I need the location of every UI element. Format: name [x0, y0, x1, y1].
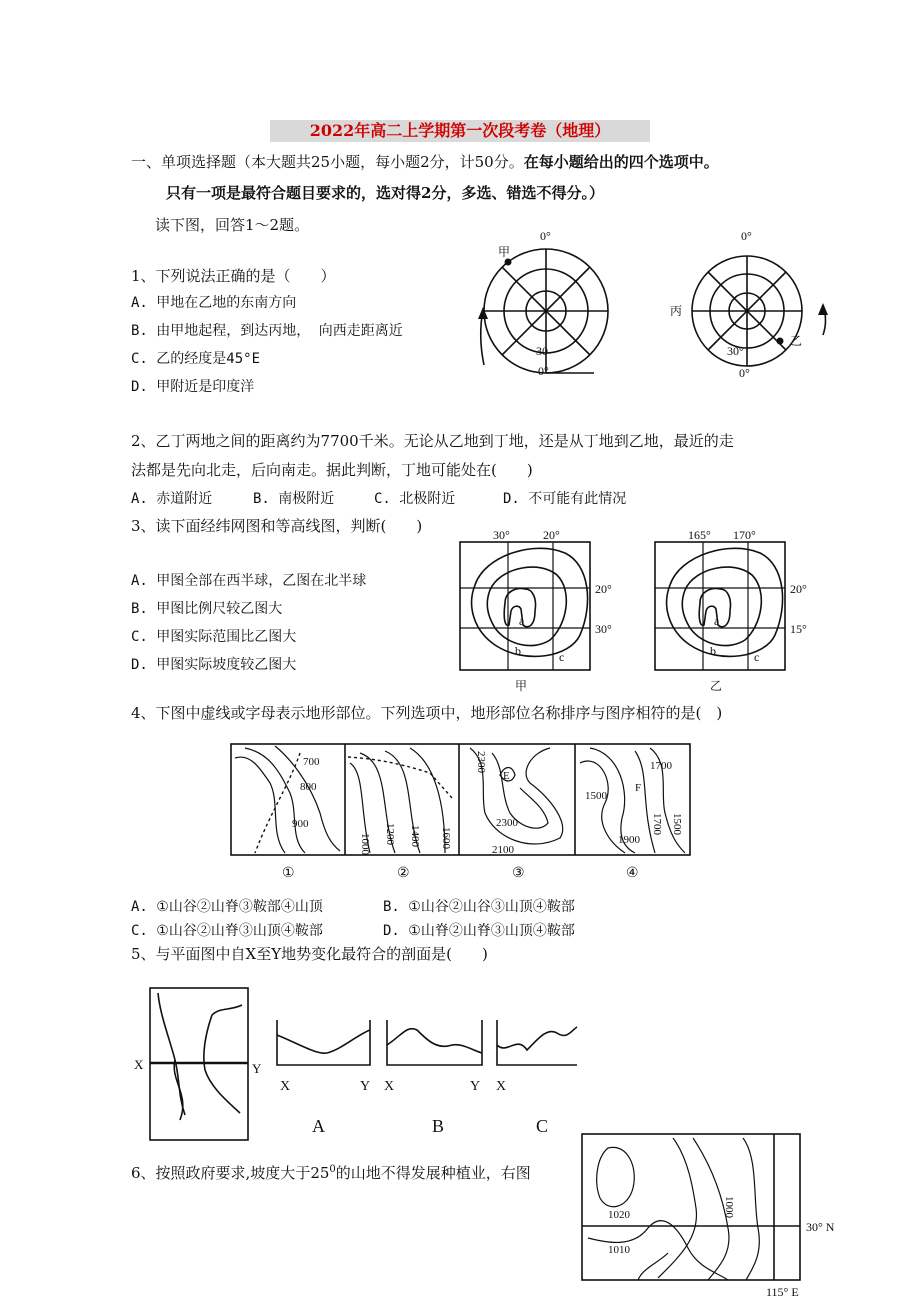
q4-option-a[interactable]: A. ①山谷②山脊③鞍部④山顶 [131, 899, 323, 915]
river [174, 1060, 183, 1120]
panel-number-4: ④ [626, 866, 639, 881]
letter-b: b [515, 644, 521, 658]
q1-option-c[interactable]: C. 乙的经度是45°E [131, 351, 261, 367]
page-title: 2022年高二上学期第一次段考卷（地理） [270, 120, 650, 142]
rotation-arrowhead-icon [478, 307, 488, 319]
contour-label: 1000 [359, 833, 371, 855]
contour [638, 1253, 668, 1280]
q3-option-a[interactable]: A. 甲图全部在西半球，乙图在北半球 [131, 573, 367, 589]
q4-option-c[interactable]: C. ①山谷②山脊③山顶④鞍部 [131, 923, 323, 939]
feature-label-f: F [635, 782, 642, 794]
contour-1020 [597, 1147, 635, 1206]
q2-option-a[interactable]: A. 赤道附近 [131, 491, 213, 507]
letter-c: c [754, 650, 760, 664]
profile-b-frame [387, 1020, 482, 1065]
q6-stem [131, 1160, 531, 1183]
lat-label: 30° N [806, 1220, 835, 1234]
q2-option-d[interactable]: D. 不可能有此情况 [503, 491, 627, 507]
q1-option-a[interactable]: A. 甲地在乙地的东南方向 [131, 295, 297, 311]
q4-option-d[interactable]: D. ①山脊②山脊③山顶④鞍部 [383, 923, 575, 939]
contour-label: 1200 [384, 823, 396, 845]
point-jia-label: 甲 [498, 245, 511, 259]
x-label: X [134, 1057, 144, 1072]
point-yi-label: 乙 [790, 334, 803, 348]
polar-projection-right [665, 225, 825, 385]
point-bing-label: 丙 [670, 304, 683, 318]
q3-option-b[interactable]: B. 甲图比例尺较乙图大 [131, 601, 283, 617]
profile-b-label: B [432, 1116, 445, 1136]
profile-end-label: X [384, 1079, 395, 1094]
polar-lat-label: 30 [536, 344, 548, 358]
letter-c: c [559, 650, 565, 664]
q1-option-b[interactable]: B. 由甲地起程，到达丙地， 向西走距离近 [131, 323, 403, 339]
profile-end-label: X [496, 1079, 507, 1094]
point-yi-marker [777, 338, 784, 345]
river [212, 1005, 242, 1015]
q6-stem-part: 6、按照政府要求,坡度大于25 [131, 1164, 330, 1182]
lat-label-2: 15° [790, 622, 807, 636]
contour-label: 800 [300, 781, 317, 793]
q1-stem: 1、下列说法正确的是（ ） [131, 267, 336, 285]
xy-plan-map [130, 985, 270, 1145]
profile-c-label: C [536, 1116, 549, 1136]
grid-frame [460, 542, 590, 670]
contour-line-c [667, 548, 783, 656]
profile-a-curve [277, 1030, 370, 1053]
q4-option-b[interactable]: B. ①山谷②山谷③山顶④鞍部 [383, 899, 575, 915]
grid-frame [655, 542, 785, 670]
lon-label: 115° E [766, 1285, 799, 1299]
panel-number-2: ② [397, 866, 410, 881]
panel-number-3: ③ [512, 866, 525, 881]
q3-option-c[interactable]: C. 甲图实际范围比乙图大 [131, 629, 297, 645]
profile-a-frame [277, 1020, 370, 1065]
polar-projection-left [470, 225, 610, 385]
polar-bottom-label: 0° [538, 364, 549, 378]
q6-degree-sup: 0 [329, 1164, 336, 1175]
section-heading-emphasis: 在每小题给出的四个选项中。 [523, 153, 719, 171]
contour-label: 2100 [492, 844, 514, 856]
reading-intro: 读下图，回答1～2题。 [155, 216, 310, 234]
letter-a: a [714, 614, 720, 628]
contour-label: 1500 [585, 790, 607, 802]
contour-label: 1700 [651, 813, 663, 835]
q4-stem: 4、下图中虚线或字母表示地形部位。下列选项中，地形部位名称排序与图序相符的是( ) [131, 704, 723, 722]
contour-label: 1400 [409, 825, 421, 847]
lat-label-2: 30° [595, 622, 612, 636]
panel-number-1: ① [282, 866, 295, 881]
profile-b-curve [387, 1029, 482, 1053]
contour-line-b [487, 567, 566, 645]
section-heading-part: 一、单项选择题（本大题共25小题，每小题2分，计50分。 [131, 153, 524, 171]
y-label: Y [252, 1061, 262, 1076]
q2-stem-line1: 2、乙丁两地之间的距离约为7700千米。无论从乙地到丁地，还是从丁地到乙地，最近的走 [131, 432, 734, 450]
q2-option-b[interactable]: B. 南极附近 [253, 491, 335, 507]
profile-end-label: Y [470, 1079, 481, 1094]
contour-line-b [682, 567, 761, 645]
rotation-arrowhead-icon [818, 303, 828, 315]
q2-stem-line2: 法都是先向北走，后向南走。据此判断，丁地可能处在( ) [131, 461, 533, 479]
contour-label: 2300 [475, 751, 487, 773]
profile-end-label: X [280, 1079, 291, 1094]
q1-option-d[interactable]: D. 甲附近是印度洋 [131, 379, 255, 395]
polar-lat-label: 30° [727, 344, 744, 358]
profile-options [272, 1015, 582, 1140]
terrain-panels [230, 743, 692, 883]
q5-stem: 5、与平面图中自X至Y地势变化最符合的剖面是( ) [131, 945, 488, 963]
q2-option-c[interactable]: C. 北极附近 [374, 491, 456, 507]
section-rule: 只有一项是最符合题目要求的，选对得2分，多选、错选不得分。） [166, 184, 604, 202]
contour-grid-jia [455, 525, 630, 700]
polar-top-label: 0° [540, 229, 551, 243]
contour-label: 1700 [650, 760, 672, 772]
feature-label-e: E [503, 770, 510, 782]
contour-label: 2300 [496, 817, 518, 829]
q3-stem: 3、读下面经纬网图和等高线图，判断( ) [131, 517, 423, 535]
contour-label: 1010 [608, 1244, 630, 1256]
section-heading [131, 152, 719, 172]
contour-grid-yi [650, 525, 825, 700]
contour-map-q6 [578, 1128, 878, 1302]
contour-label: 700 [303, 756, 320, 768]
lat-label-1: 20° [790, 582, 807, 596]
figure-caption-jia: 甲 [515, 679, 528, 693]
lat-label-1: 20° [595, 582, 612, 596]
valley-line [348, 757, 452, 798]
lon-label-2: 20° [543, 528, 560, 542]
polar-bottom-label: 0° [739, 366, 750, 380]
figure-caption-yi: 乙 [710, 679, 723, 693]
polar-top-label: 0° [741, 229, 752, 243]
q6-stem-part: 的山地不得发展种植业，右图 [335, 1164, 531, 1182]
contour-label: 1500 [671, 813, 683, 835]
lon-label-1: 165° [688, 528, 711, 542]
lon-label-1: 30° [493, 528, 510, 542]
point-jia-marker [505, 259, 512, 266]
lon-label-2: 170° [733, 528, 756, 542]
profile-c-frame [497, 1020, 577, 1065]
contour-label: 1900 [618, 834, 640, 846]
contour-label: 1000 [723, 1196, 735, 1218]
letter-b: b [710, 644, 716, 658]
contour [743, 1138, 759, 1280]
contour-label: 1020 [608, 1209, 630, 1221]
profile-a-label: A [312, 1116, 325, 1136]
profile-end-label: Y [360, 1079, 371, 1094]
contour-label: 900 [292, 818, 309, 830]
profile-c-curve [497, 1027, 577, 1050]
letter-a: a [519, 614, 525, 628]
q3-option-d[interactable]: D. 甲图实际坡度较乙图大 [131, 657, 297, 673]
contour-line-c [472, 548, 588, 656]
contour-label: 1600 [440, 827, 452, 849]
